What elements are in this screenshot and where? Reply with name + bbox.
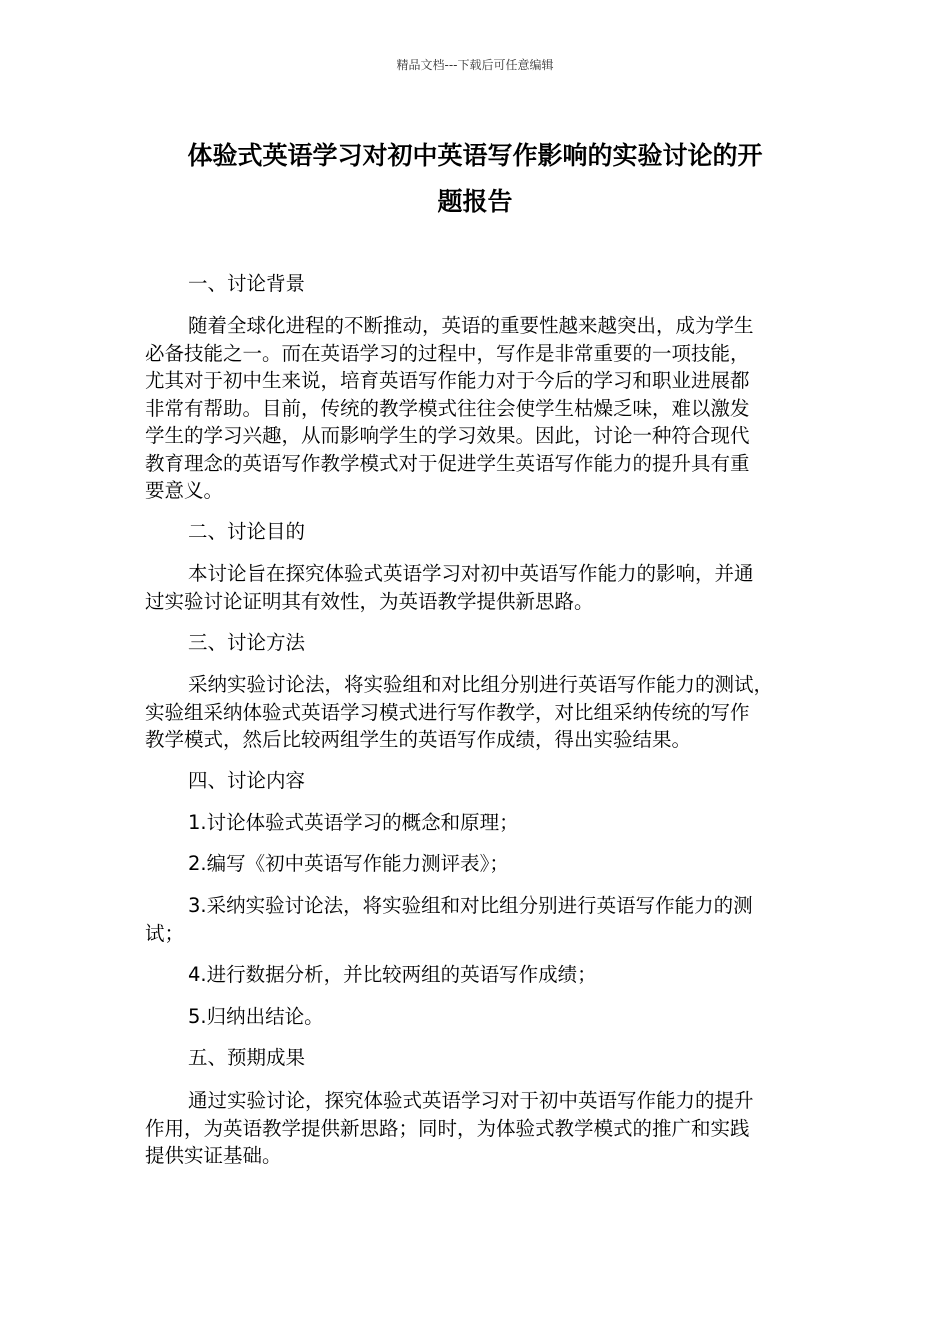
paragraph-line: 学生的学习兴趣，从而影响学生的学习效果。因此，讨论一种符合现代 — [145, 424, 750, 447]
document-title — [140, 133, 810, 225]
paragraph-line: 随着全球化进程的不断推动，英语的重要性越来越突出，成为学生 — [188, 314, 754, 337]
paragraph-line: 实验组采纳体验式英语学习模式进行写作教学，对比组采纳传统的写作 — [145, 700, 750, 724]
section-heading-method: 三、讨论方法 — [188, 631, 306, 654]
paragraph-line: 非常有帮助。目前，传统的教学模式往往会使学生枯燥乏味，难以激发 — [145, 396, 750, 420]
paragraph-method — [145, 671, 795, 754]
paragraph-line: 通过实验讨论，探究体验式英语学习对于初中英语写作能力的提升 — [188, 1089, 754, 1112]
paragraph-line: 过实验讨论证明其有效性，为英语教学提供新思路。 — [145, 589, 594, 613]
list-item-line: 3.采纳实验讨论法，将实验组和对比组分别进行英语写作能力的测 — [188, 894, 753, 917]
paragraph-line: 教学模式，然后比较两组学生的英语写作成绩，得出实验结果。 — [145, 728, 692, 751]
paragraph-background — [145, 312, 795, 505]
list-item: 1.讨论体验式英语学习的概念和原理； — [188, 811, 519, 834]
header-note: 精品文档---下载后可任意编辑 — [396, 58, 554, 72]
section-heading-background: 一、讨论背景 — [188, 272, 306, 295]
paragraph-line: 要意义。 — [145, 479, 224, 502]
section-heading-content: 四、讨论内容 — [188, 769, 306, 792]
paragraph-line: 采纳实验讨论法，将实验组和对比组分别进行英语写作能力的测试， — [188, 673, 774, 696]
paragraph-line: 提供实证基础。 — [145, 1144, 282, 1167]
list-item: 2.编写《初中英语写作能力测评表》； — [188, 852, 509, 875]
paragraph-purpose — [145, 560, 795, 615]
paragraph-line: 尤其对于初中生来说，培育英语写作能力对于今后的学习和职业进展都 — [145, 369, 750, 392]
title-line-2: 题报告 — [437, 187, 513, 216]
paragraph-line: 教育理念的英语写作教学模式对于促进学生英语写作能力的提升具有重 — [145, 451, 750, 475]
section-heading-outcome: 五、预期成果 — [188, 1046, 306, 1069]
paragraph-line: 必备技能之一。而在英语学习的过程中，写作是非常重要的一项技能， — [145, 341, 750, 365]
paragraph-line: 作用，为英语教学提供新思路；同时，为体验式教学模式的推广和实践 — [145, 1116, 750, 1140]
paragraph-outcome — [145, 1087, 795, 1170]
paragraph-line: 本讨论旨在探究体验式英语学习对初中英语写作能力的影响，并通 — [188, 562, 754, 585]
list-item-line: 试； — [145, 921, 185, 945]
list-item — [145, 892, 795, 947]
list-item: 4.进行数据分析，并比较两组的英语写作成绩； — [188, 963, 597, 986]
section-heading-purpose: 二、讨论目的 — [188, 520, 306, 543]
list-item: 5.归纳出结论。 — [188, 1005, 324, 1028]
title-line-1: 体验式英语学习对初中英语写作影响的实验讨论的开 — [187, 141, 763, 170]
